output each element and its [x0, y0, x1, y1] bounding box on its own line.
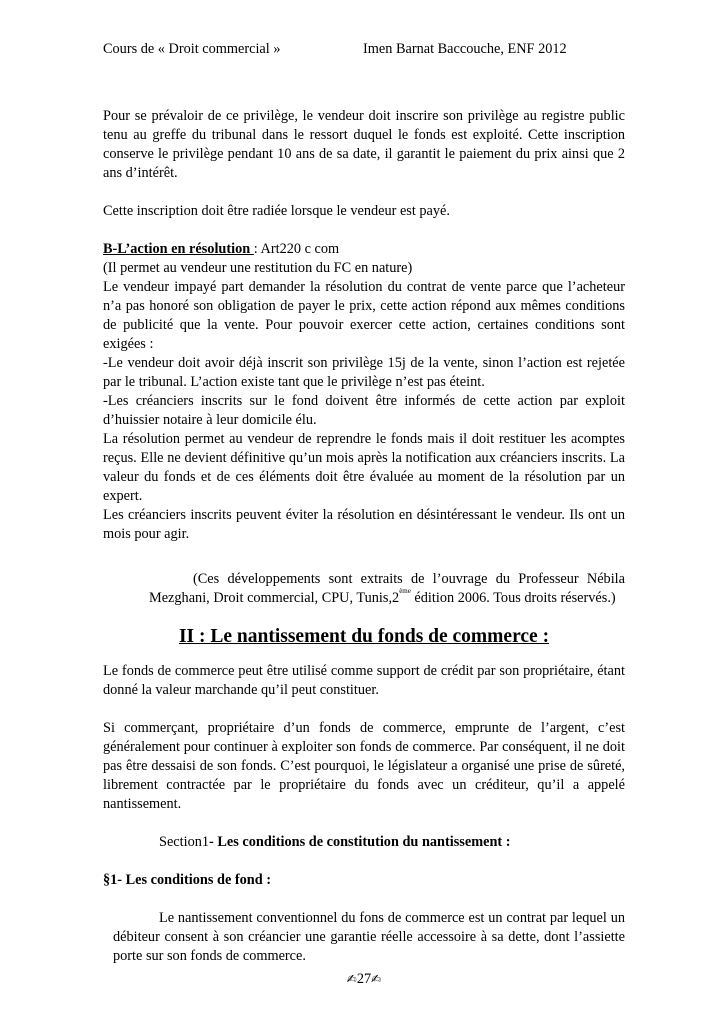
- page-body: [103, 107, 625, 966]
- source-quote: [103, 570, 625, 608]
- paragraph-resolution-effets: La résolution permet au vendeur de reprendre le fonds mais il doit restituer les acomptes reçus. Elle ne devient définitive qu’un mois après la notification aux créanciers inscrits. La valeur du fonds et de ces éléments doit être évaluée au moment de la résolution par un expert.: [103, 431, 625, 504]
- paragraph-condition-inscription: -Le vendeur doit avoir déjà inscrit son privilège 15j de la vente, sinon l’action est rejetée par le tribunal. L’action existe tant que le privilège n’est pas éteint.: [103, 355, 625, 390]
- heading-action-resolution: [103, 240, 625, 259]
- source-quote-text: [149, 570, 625, 608]
- source-quote-sup: ème: [399, 587, 411, 595]
- source-quote-part1: (Ces développements sont extraits de l’ouvrage du Professeur Nébila Mezghani, Droit commercial, CPU, Tunis,2: [149, 571, 625, 606]
- writing-hand-right-icon: ✍: [371, 972, 382, 986]
- heading-section1-title: - Les conditions de constitution du nantissement :: [209, 834, 511, 850]
- heading-section1-label: Section1: [159, 834, 210, 850]
- section-title-nantissement: II : Le nantissement du fonds de commerce :: [178, 626, 550, 647]
- heading-section1: [103, 833, 625, 852]
- page-number: 27: [356, 971, 372, 987]
- heading-conditions-fond: §1- Les conditions de fond :: [103, 872, 272, 888]
- paragraph-vendeur-impaye: Le vendeur impayé part demander la résolution du contrat de vente parce que l’acheteur n’a pas honoré son obligation de payer le prix, cette action répond aux mêmes conditions de publicité que la vente. Pour pouvoir exercer cette action, certaines conditions sont exigées :: [103, 279, 625, 352]
- paragraph-radiation: Cette inscription doit être radiée lorsque le vendeur est payé.: [103, 203, 450, 219]
- heading-action-resolution-title: B-L’action en résolution: [103, 241, 254, 257]
- header-author: Imen Barnat Baccouche, ENF 2012: [363, 41, 567, 57]
- paragraph-privilege-inscription: Pour se prévaloir de ce privilège, le vendeur doit inscrire son privilège au registre public tenu au greffe du tribunal dans le ressort duquel le fonds est exploité. Cette inscription conserve le privilège pendant 10 ans de sa date, il garantit le paiement du prix ainsi que 2 ans d’intérêt.: [103, 108, 625, 181]
- page-header: [103, 40, 643, 60]
- page-footer: [0, 970, 728, 989]
- paragraph-contrat-nantissement: Le nantissement conventionnel du fons de commerce est un contrat par lequel un débiteur consent à son créancier une garantie réelle accessoire à sa dette, dont l’assiette porte sur son fonds de commerce.: [113, 910, 625, 964]
- writing-hand-left-icon: ✍: [346, 972, 357, 986]
- paragraph-creanciers-eviter: Les créanciers inscrits peuvent éviter la résolution en désintéressant le vendeur. Ils ont un mois pour agir.: [103, 507, 625, 542]
- paragraph-contrat-nantissement-wrap: [103, 909, 625, 966]
- paragraph-restitution: (Il permet au vendeur une restitution du FC en nature): [103, 260, 413, 276]
- paragraph-support-credit: Le fonds de commerce peut être utilisé comme support de crédit par son propriétaire, étant donné la valeur marchande qu’il peut constituer.: [103, 663, 625, 698]
- heading-action-resolution-ref: : Art220 c com: [253, 241, 340, 257]
- header-course-title: Cours de « Droit commercial »: [103, 41, 281, 57]
- source-quote-part2: édition 2006. Tous droits réservés.): [410, 590, 616, 606]
- paragraph-emprunt: Si commerçant, propriétaire d’un fonds de commerce, emprunte de l’argent, c’est généralement pour continuer à exploiter son fonds de commerce. Par conséquent, il ne doit pas être dessaisi de son fonds. C’est pourquoi, le législateur a organisé une prise de sûreté, librement contractée par le propriétaire du fonds avec un créditeur, qu’il a appelé nantissement.: [103, 720, 625, 812]
- paragraph-condition-creanciers: -Les créanciers inscrits sur le fond doivent être informés de cette action par exploit d’huissier notaire à leur domicile élu.: [103, 393, 625, 428]
